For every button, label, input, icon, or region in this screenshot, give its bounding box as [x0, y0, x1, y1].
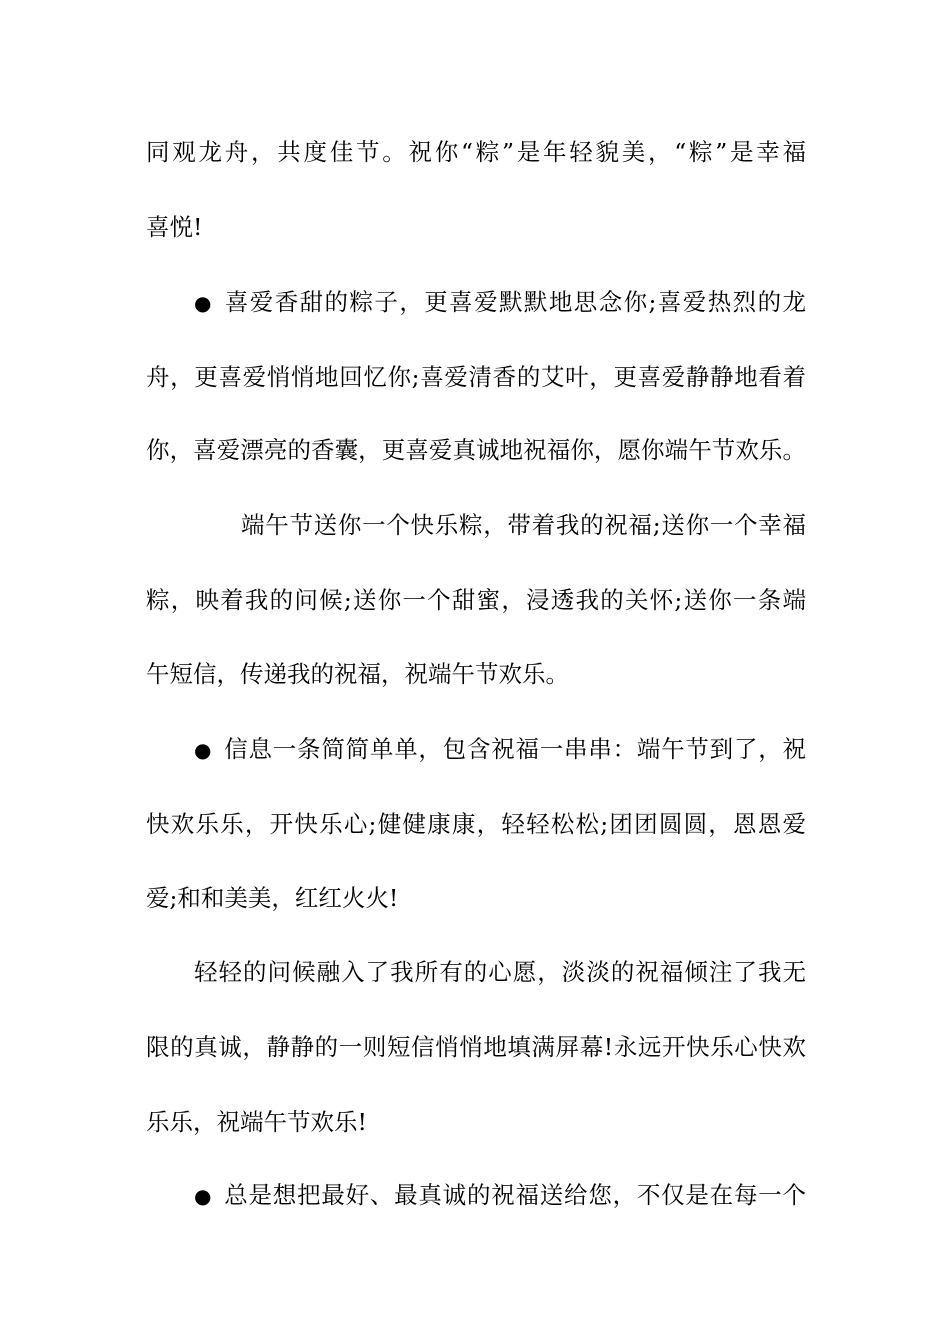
text-line: 喜悦! — [146, 213, 203, 241]
text-line: 爱;和和美美，红红火火! — [146, 884, 399, 912]
text-line: 乐乐，祝端午节欢乐! — [146, 1108, 367, 1136]
bullet-paragraph-line — [194, 1177, 806, 1213]
text-line: 限的真诚，静静的一则短信悄悄地填满屏幕!永远开快乐心快欢 — [146, 1033, 806, 1061]
text-line: 喜爱香甜的粽子，更喜爱默默地思念你;喜爱热烈的龙 — [223, 288, 806, 316]
bullet-icon: ● — [194, 738, 212, 762]
bullet-icon: ● — [194, 1184, 212, 1208]
text-line: 同观龙舟，共度佳节。祝你“粽”是年轻貌美，“粽”是幸福 — [146, 138, 806, 166]
bullet-icon: ● — [194, 291, 212, 315]
text-line: 舟，更喜爱悄悄地回忆你;喜爱清香的艾叶，更喜爱静静地看着 — [146, 363, 806, 391]
text-line: 你，喜爱漂亮的香囊，更喜爱真诚地祝福你，愿你端午节欢乐。 — [146, 436, 806, 464]
text-line: 粽，映着我的问候;送你一个甜蜜，浸透我的关怀;送你一条端 — [146, 586, 806, 614]
text-line: 端午节送你一个快乐粽，带着我的祝福;送你一个幸福 — [241, 511, 806, 539]
bullet-paragraph-line — [194, 284, 806, 320]
text-line: 信息一条简简单单，包含祝福一串串：端午节到了，祝 — [223, 735, 806, 763]
bullet-paragraph-line — [194, 731, 806, 767]
text-line: 午短信，传递我的祝福，祝端午节欢乐。 — [146, 660, 569, 688]
text-line: 快欢乐乐，开快乐心;健健康康，轻轻松松;团团圆圆，恩恩爱 — [146, 810, 806, 838]
text-line: 总是想把最好、最真诚的祝福送给您，不仅是在每一个 — [223, 1181, 806, 1209]
text-line: 轻轻的问候融入了我所有的心愿，淡淡的祝福倾注了我无 — [194, 958, 806, 986]
